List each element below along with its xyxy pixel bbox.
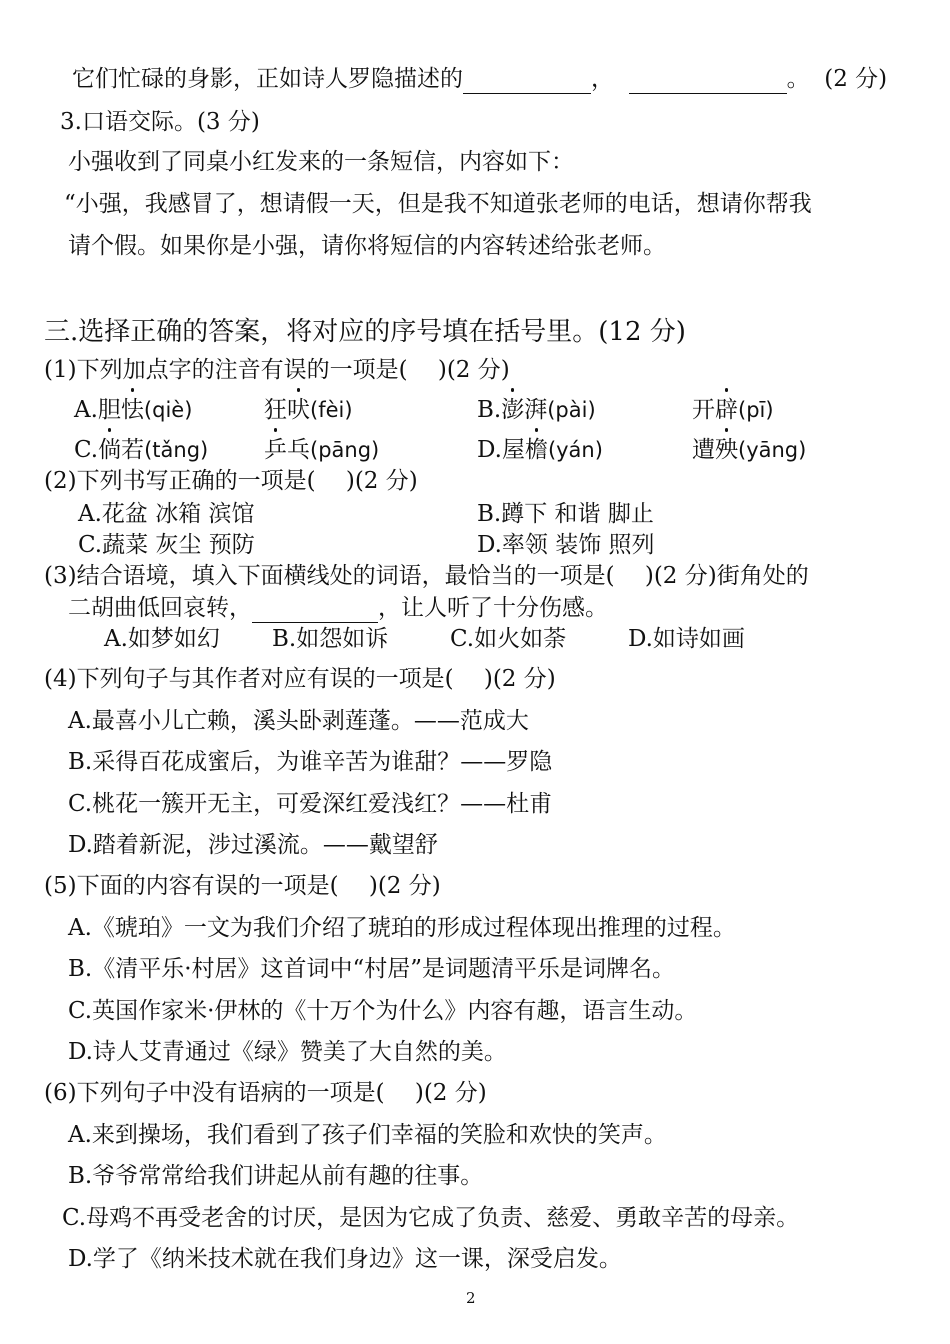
q3-line3: 请个假。如果你是小强，请你将短信的内容转述给张老师。 <box>68 233 666 259</box>
pinyin: (fèi) <box>310 398 353 422</box>
q4-option-b[interactable]: B.采得百花成蜜后，为谁辛苦为谁甜？——罗隐 <box>68 749 553 775</box>
page-number: 2 <box>466 1289 476 1307</box>
intro-text: 它们忙碌的身影，正如诗人罗隐描述的 <box>72 66 463 92</box>
emphasis-dot-char: 乒 <box>264 437 287 463</box>
pinyin: (yāng) <box>738 438 807 462</box>
intro-line <box>72 64 887 94</box>
q2-option-b[interactable]: B.蹲下 和谐 脚止 <box>477 501 654 527</box>
q1-option-d[interactable]: D.屋檐(yán) <box>477 437 603 463</box>
question-3-line2: 二胡曲低回哀转， ，让人听了十分伤感。 <box>68 595 608 621</box>
q5-option-a[interactable]: A.《琥珀》一文为我们介绍了琥珀的形成过程体现出推理的过程。 <box>68 915 736 941</box>
q1-option-a[interactable]: A.胆怯(qiè) <box>74 397 193 423</box>
emphasis-dot-char: 辟 <box>715 397 738 423</box>
q3-line1: 小强收到了同桌小红发来的一条短信，内容如下： <box>68 149 574 175</box>
pinyin: (pài) <box>547 398 596 422</box>
question-5-stem: (5)下面的内容有误的一项是( )(2 分) <box>44 873 441 899</box>
q1-option-b[interactable]: B.澎湃(pài) <box>477 397 596 423</box>
question-1-stem: (1)下列加点字的注音有误的一项是( )(2 分) <box>44 357 510 383</box>
q5-option-b[interactable]: B.《清平乐·村居》这首词中“村居”是词题清平乐是词牌名。 <box>68 956 676 982</box>
pinyin: (pāng) <box>310 438 380 462</box>
pinyin: (pī) <box>738 398 774 422</box>
pinyin: (qiè) <box>143 398 193 422</box>
q2-option-d[interactable]: D.率领 装饰 照列 <box>477 532 655 558</box>
q1-option-c2: 乒乓(pāng) <box>264 437 380 463</box>
q6-option-d[interactable]: D.学了《纳米技术就在我们身边》这一课，深受启发。 <box>68 1246 622 1272</box>
intro-end: 。 <box>786 66 810 92</box>
emphasis-dot-char: 澎 <box>501 397 525 423</box>
question-6-stem: (6)下列句子中没有语病的一项是( )(2 分) <box>44 1080 487 1106</box>
emphasis-dot-char: 殃 <box>715 437 738 463</box>
q3-option-c[interactable]: C.如火如荼 <box>450 626 567 652</box>
q1-option-d2: 遭殃(yāng) <box>692 437 807 463</box>
question-2-stem: (2)下列书写正确的一项是( )(2 分) <box>44 468 418 494</box>
q3-line2: “小强，我感冒了，想请假一天，但是我不知道张老师的电话，想请你帮我 <box>64 191 812 217</box>
intro-score: (2 分) <box>824 66 888 92</box>
question-3-stem: (3)结合语境，填入下面横线处的词语，最恰当的一项是( )(2 分)街角处的 <box>44 563 809 589</box>
q1-option-a2: 狂吠(fèi) <box>264 397 353 423</box>
q3-title: 3.口语交际。(3 分) <box>60 109 260 135</box>
question-4-stem: (4)下列句子与其作者对应有误的一项是( )(2 分) <box>44 666 556 692</box>
q5-option-c[interactable]: C.英国作家米·伊林的《十万个为什么》内容有趣，语言生动。 <box>68 998 698 1024</box>
q4-option-a[interactable]: A.最喜小儿亡赖，溪头卧剥莲蓬。——范成大 <box>68 708 529 734</box>
q1-option-b2: 开辟(pī) <box>692 397 774 423</box>
section-title: 三.选择正确的答案，将对应的序号填在括号里。(12 分) <box>44 317 686 347</box>
q4-option-d[interactable]: D.踏着新泥，涉过溪流。——戴望舒 <box>68 832 438 858</box>
q6-option-b[interactable]: B.爷爷常常给我们讲起从前有趣的往事。 <box>68 1163 484 1189</box>
emphasis-dot-char: 檐 <box>524 437 548 463</box>
emphasis-dot-char: 倘 <box>98 437 122 463</box>
emphasis-dot-char: 吠 <box>287 397 310 423</box>
q5-option-d[interactable]: D.诗人艾青通过《绿》赞美了大自然的美。 <box>68 1039 507 1065</box>
q3-option-b[interactable]: B.如怨如诉 <box>272 626 389 652</box>
answer-blank[interactable] <box>463 69 591 94</box>
intro-sep: ， <box>591 66 614 92</box>
q3-option-a[interactable]: A.如梦如幻 <box>104 626 220 652</box>
emphasis-dot-char: 怯 <box>120 397 144 423</box>
q6-option-a[interactable]: A.来到操场，我们看到了孩子们幸福的笑脸和欢快的笑声。 <box>68 1122 667 1148</box>
pinyin: (yán) <box>547 438 603 462</box>
q4-option-c[interactable]: C.桃花一簇开无主，可爱深红爱浅红？——杜甫 <box>68 791 553 817</box>
q3-option-d[interactable]: D.如诗如画 <box>628 626 745 652</box>
answer-blank[interactable] <box>252 598 378 623</box>
q6-option-c[interactable]: C.母鸡不再受老舍的讨厌，是因为它成了负责、慈爱、勇敢辛苦的母亲。 <box>62 1205 800 1231</box>
q1-option-c[interactable]: C.倘若(tǎng) <box>74 437 209 463</box>
pinyin: (tǎng) <box>144 438 209 462</box>
q2-option-c[interactable]: C.蔬菜 灰尘 预防 <box>78 532 255 558</box>
answer-blank[interactable] <box>629 69 787 94</box>
q2-option-a[interactable]: A.花盆 冰箱 滨馆 <box>78 501 255 527</box>
